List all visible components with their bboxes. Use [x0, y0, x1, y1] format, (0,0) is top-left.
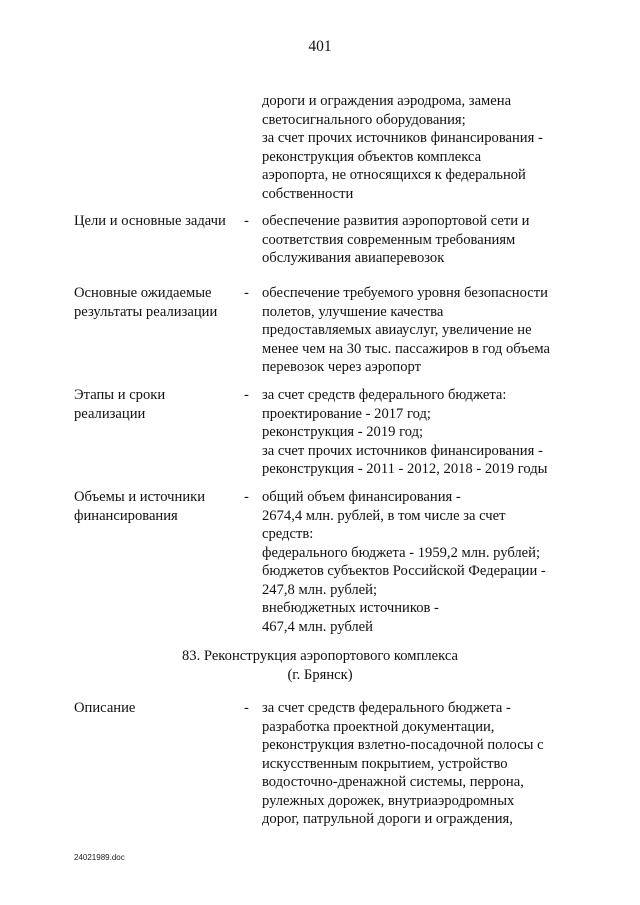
- value-line: за счет средств федерального бюджета -: [262, 700, 511, 716]
- value-line: обеспечение развития аэропортовой сети и: [262, 213, 530, 229]
- row-value: [262, 386, 547, 479]
- section-title-line: (г. Брянск): [287, 667, 353, 683]
- section-title: [0, 647, 640, 685]
- value-line: разработка проектной документации,: [262, 718, 495, 735]
- value-line: 247,8 млн. рублей;: [262, 581, 378, 598]
- text-line: реконструкция объектов комплекса: [262, 148, 482, 165]
- text-line: светосигнального оборудования;: [262, 111, 466, 128]
- text-line: аэропорта, не относящихся к федеральной: [262, 167, 526, 183]
- label-line: Основные ожидаемые: [74, 285, 212, 301]
- footer-filename: 24021989.doc: [74, 853, 125, 862]
- value-line: обеспечение требуемого уровня безопасности: [262, 285, 548, 301]
- row-dash: -: [244, 285, 249, 301]
- value-line: соответствия современным требованиям: [262, 231, 516, 248]
- value-line: обслуживания авиаперевозок: [262, 250, 445, 266]
- row-dash: -: [244, 489, 249, 505]
- value-line: полетов, улучшение качества: [262, 303, 444, 320]
- row-label: [74, 284, 217, 321]
- value-line: искусственным покрытием, устройство: [262, 755, 508, 772]
- value-line: 2674,4 млн. рублей, в том числе за счет: [262, 507, 506, 524]
- value-line: внебюджетных источников -: [262, 600, 439, 616]
- page-number: 401: [308, 38, 332, 55]
- row-label: [74, 212, 226, 231]
- label-line: Этапы и сроки: [74, 387, 166, 403]
- section-title-line: 83. Реконструкция аэропортового комплекса: [182, 648, 458, 664]
- value-line: реконструкция - 2019 год;: [262, 424, 424, 440]
- value-line: за счет прочих источников финансирования -: [262, 442, 543, 459]
- row-dash: -: [244, 387, 249, 403]
- value-line: проектирование - 2017 год;: [262, 405, 431, 422]
- continuation-text: [262, 92, 543, 203]
- value-line: реконструкция - 2011 - 2012, 2018 - 2019 годы: [262, 461, 548, 477]
- row-dash: -: [244, 213, 249, 229]
- value-line: общий объем финансирования -: [262, 489, 461, 505]
- row-value: [262, 488, 546, 636]
- text-line: за счет прочих источников финансирования -: [262, 130, 543, 146]
- label-line: реализации: [74, 405, 146, 422]
- value-line: за счет средств федерального бюджета:: [262, 387, 507, 403]
- text-line: собственности: [262, 185, 354, 202]
- label-line: результаты реализации: [74, 303, 218, 320]
- value-line: федерального бюджета - 1959,2 млн. рублей;: [262, 544, 541, 561]
- row-label: [74, 488, 205, 525]
- value-line: перевозок через аэропорт: [262, 359, 421, 375]
- row-label: [74, 699, 135, 718]
- row-value: [262, 212, 529, 268]
- row-value: [262, 284, 550, 377]
- row-label: [74, 386, 165, 423]
- value-line: дорог, патрульной дороги и ограждения,: [262, 811, 513, 827]
- row-dash: -: [244, 700, 249, 716]
- value-line: реконструкция взлетно-посадочной полосы с: [262, 737, 544, 753]
- value-line: предоставляемых авиауслуг, увеличение не: [262, 322, 532, 338]
- value-line: 467,4 млн. рублей: [262, 618, 373, 635]
- value-line: бюджетов субъектов Российской Федерации -: [262, 563, 546, 579]
- value-line: менее чем на 30 тыс. пассажиров в год объема: [262, 340, 550, 357]
- value-line: рулежных дорожек, внутриаэродромных: [262, 792, 515, 809]
- value-line: водосточно-дренажной системы, перрона,: [262, 774, 524, 790]
- label-line: финансирования: [74, 507, 178, 524]
- label-line: Описание: [74, 700, 136, 716]
- value-line: средств:: [262, 526, 314, 542]
- row-value: [262, 699, 544, 829]
- label-line: Цели и основные задачи: [74, 213, 226, 229]
- text-line: дороги и ограждения аэродрома, замена: [262, 93, 512, 109]
- label-line: Объемы и источники: [74, 489, 206, 505]
